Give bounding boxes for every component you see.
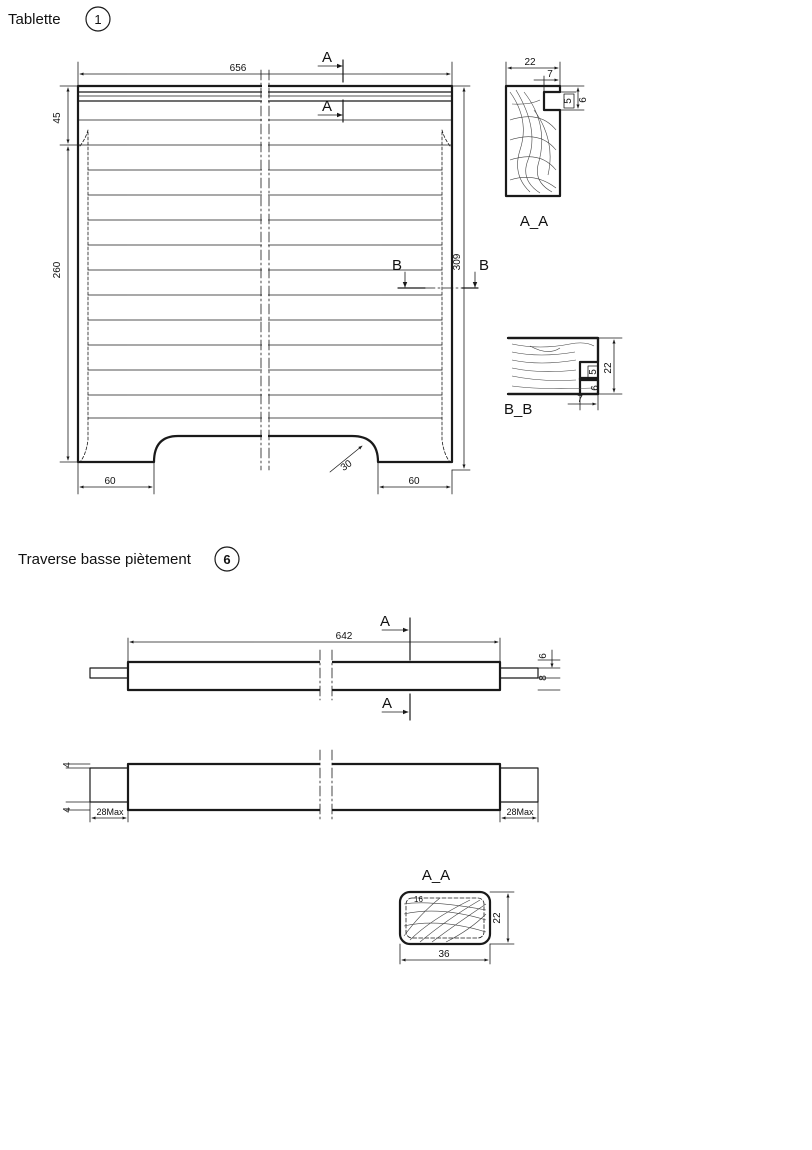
- dim-right-foot-60: 60: [408, 476, 420, 487]
- dim-top-band-45: 45: [52, 112, 63, 124]
- tablette-section-bb: [504, 338, 622, 418]
- traverse-aa-label: A_A: [421, 867, 451, 884]
- dim-width-656: 656: [229, 63, 247, 74]
- dim-body-260: 260: [52, 261, 63, 279]
- traverse-dim-8: 8: [538, 675, 549, 681]
- bb-dim-22: 22: [603, 362, 614, 374]
- traverse-part-number: 6: [223, 552, 231, 567]
- dim-left-foot-60: 60: [104, 476, 116, 487]
- traverse-dim-right-28max: 28Max: [506, 807, 534, 817]
- traverse-section-a-bottom: A: [382, 695, 393, 712]
- section-mark-b-right: B: [479, 257, 490, 274]
- section-mark-a-bottom: A: [322, 98, 333, 115]
- section-mark-b-left: B: [392, 257, 403, 274]
- tablette-title: Tablette: [8, 11, 61, 28]
- aa1-dim-5: 5: [563, 98, 574, 104]
- traverse-aa-dim-22: 22: [492, 912, 503, 924]
- bb-label: B_B: [504, 401, 533, 418]
- tablette-dimensions: [52, 49, 489, 494]
- traverse-dim-642: 642: [335, 631, 353, 642]
- aa1-label: A_A: [519, 213, 549, 230]
- traverse-top-view: [90, 613, 560, 720]
- bb-dim-6: 6: [590, 385, 601, 391]
- traverse-dim-4b: 4: [62, 807, 73, 813]
- bb-dim-7: 7: [577, 394, 583, 405]
- aa1-dim-6: 6: [578, 97, 589, 103]
- aa1-dim-7: 7: [547, 69, 553, 80]
- traverse-section-a-top: A: [380, 613, 391, 630]
- dim-radius-30: 30: [338, 458, 355, 474]
- tablette-section-aa: [506, 57, 589, 230]
- traverse-dim-left-28max: 28Max: [96, 807, 124, 817]
- traverse-section-aa: [400, 867, 514, 964]
- traverse-dim-6: 6: [538, 653, 549, 659]
- bb-dim-5: 5: [588, 369, 599, 375]
- tablette-part-number: 1: [94, 12, 102, 27]
- section-mark-a-top: A: [322, 49, 333, 66]
- dim-total-309: 309: [452, 253, 463, 271]
- traverse-aa-dim-36: 36: [438, 949, 450, 960]
- traverse-side-view: [62, 750, 538, 822]
- traverse-title: Traverse basse piètement: [18, 551, 191, 568]
- traverse-dim-4a: 4: [62, 762, 73, 768]
- traverse-aa-dim-16: 16: [414, 895, 423, 904]
- aa1-dim-22: 22: [524, 57, 536, 68]
